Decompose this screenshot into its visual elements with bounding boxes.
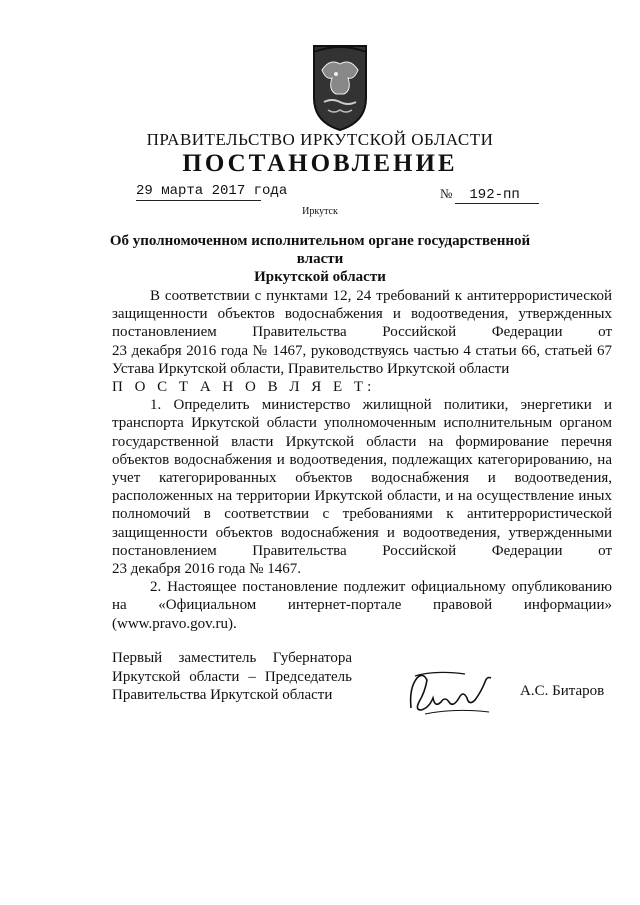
- signer-position: [112, 649, 352, 705]
- body-line: (www.pravo.gov.ru).: [112, 615, 237, 632]
- body-line: В соответствии с пунктами 12, 24 требований к антитеррористической: [150, 288, 612, 304]
- signer-position-line: Иркутской области – Председатель: [112, 668, 352, 685]
- body-line: постановлением Правительства Российской Федерации от: [112, 542, 612, 559]
- document-body: [112, 287, 612, 633]
- subject-line: Об уполномоченном исполнительном органе государственной власти: [109, 233, 531, 267]
- body-line: транспорта Иркутской области уполномоченным исполнительным органом: [112, 415, 612, 432]
- document-number: [440, 186, 539, 204]
- number-sign: №: [440, 186, 453, 201]
- body-line: учет категорированных объектов водоснабжения и водоотведения,: [112, 470, 612, 487]
- body-line: государственной власти Иркутской области на формирование перечня: [112, 433, 612, 450]
- signer-position-line: Первый заместитель Губернатора: [112, 650, 352, 666]
- body-line: 23 декабря 2016 года № 1467.: [112, 561, 301, 578]
- number-value: 192-пп: [455, 187, 539, 204]
- document-type: ПОСТАНОВЛЕНИЕ: [182, 150, 458, 177]
- body-line: защищенности объектов водоснабжения и водоотведения, утвержденными: [112, 524, 612, 541]
- body-line: 2. Настоящее постановление подлежит официальному опубликованию: [150, 579, 612, 596]
- document-subject: [100, 232, 540, 286]
- body-line: 1. Определить министерство жилищной политики, энергетики и: [150, 397, 612, 414]
- signer-name: А.С. Битаров: [520, 683, 605, 699]
- body-line: расположенных на территории Иркутской области, и на осуществление иных: [112, 488, 612, 505]
- body-line: объектов водоснабжения и водоотведения, подлежащих категорированию, на: [112, 451, 612, 468]
- body-line: на «Официальном интернет-портале правовой информации»: [112, 597, 612, 614]
- body-line: Устава Иркутской области, Правительство Иркутской области: [112, 360, 510, 377]
- body-line: 23 декабря 2016 года № 1467, руководствуясь частью 4 статьи 66, статьей 67: [112, 342, 612, 359]
- city: Иркутск: [302, 206, 338, 217]
- body-line: защищенности объектов водоснабжения и водоотведения, утвержденных: [112, 306, 612, 323]
- body-line: полномочий в соответствии с требованиями к антитеррористической: [112, 506, 612, 523]
- document-date: 29 марта 2017 года: [136, 183, 288, 199]
- coat-of-arms-icon: [300, 40, 380, 132]
- body-line: постановлением Правительства Российской Федерации от: [112, 324, 612, 341]
- signer-position-line: Правительства Иркутской области: [112, 687, 333, 703]
- government-name: ПРАВИТЕЛЬСТВО ИРКУТСКОЙ ОБЛАСТИ: [146, 130, 494, 149]
- handwritten-signature-icon: [405, 668, 495, 718]
- subject-line: Иркутской области: [254, 269, 386, 285]
- decree-word: П О С Т А Н О В Л Я Е Т:: [112, 379, 376, 396]
